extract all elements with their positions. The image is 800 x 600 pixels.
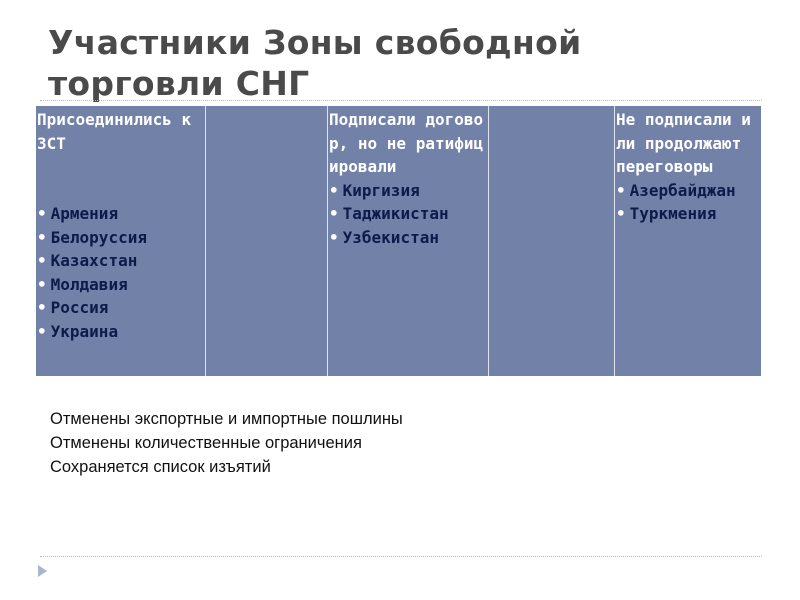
country-name: Казахстан <box>50 251 138 270</box>
header-joined: Присоединились к ЗСТ <box>37 110 192 153</box>
list-item <box>37 226 204 250</box>
table-cell-not-signed <box>615 106 761 376</box>
table-cell-empty-1 <box>206 106 328 376</box>
country-name: Украина <box>50 321 119 341</box>
bullet-icon: • <box>37 227 47 247</box>
country-name: Туркмения <box>629 204 717 223</box>
list-item <box>37 202 204 226</box>
country-name: Россия <box>50 298 109 317</box>
country-name: Азербайджан <box>629 180 736 200</box>
country-name: Армения <box>50 204 119 223</box>
list-item <box>329 226 487 250</box>
country-name: Белоруссия <box>50 227 147 247</box>
country-name: Таджикистан <box>342 204 449 223</box>
bullet-icon: • <box>37 204 47 223</box>
bullet-icon: • <box>329 227 339 247</box>
note-line: Отменены количественные ограничения <box>50 434 362 452</box>
note-line: Отменены экспортные и импортные пошлины <box>50 410 403 428</box>
list-item <box>329 179 487 203</box>
slide-title <box>48 22 748 104</box>
note-line: Сохраняется список изъятий <box>50 458 271 476</box>
bullet-icon: • <box>37 251 47 270</box>
bottom-divider <box>40 556 762 557</box>
country-name: Узбекистан <box>342 227 439 247</box>
triangle-right-icon[interactable] <box>38 565 47 577</box>
top-divider <box>40 100 762 101</box>
country-name: Молдавия <box>50 274 128 294</box>
bullet-icon: • <box>37 274 47 294</box>
list-item <box>329 202 487 226</box>
country-name: Киргизия <box>342 180 420 200</box>
list-item <box>37 296 204 320</box>
slide-title-line-1: Участники Зоны свободной <box>48 23 582 62</box>
bullet-icon: • <box>37 298 47 317</box>
list-item <box>37 273 204 297</box>
table-cell-signed <box>328 106 489 376</box>
header-signed: Подписали договор, но не ратифицировали <box>329 110 484 176</box>
list-joined <box>37 202 204 343</box>
table-cell-joined <box>36 106 206 376</box>
slide-title-line-2: торговли СНГ <box>48 64 310 103</box>
bullet-icon: • <box>616 204 626 223</box>
list-item <box>616 202 760 226</box>
notes-block <box>50 407 403 479</box>
list-item <box>616 179 760 203</box>
header-not-signed: Не подписали или продолжают переговоры <box>616 110 751 176</box>
bullet-icon: • <box>329 204 339 223</box>
participants-table <box>36 106 761 376</box>
bullet-icon: • <box>616 180 626 200</box>
bullet-icon: • <box>37 321 47 341</box>
list-item <box>37 249 204 273</box>
list-signed <box>329 179 487 250</box>
list-not-signed <box>616 179 760 226</box>
spacer <box>37 155 204 202</box>
table-cell-empty-2 <box>489 106 615 376</box>
bullet-icon: • <box>329 180 339 200</box>
list-item <box>37 320 204 344</box>
